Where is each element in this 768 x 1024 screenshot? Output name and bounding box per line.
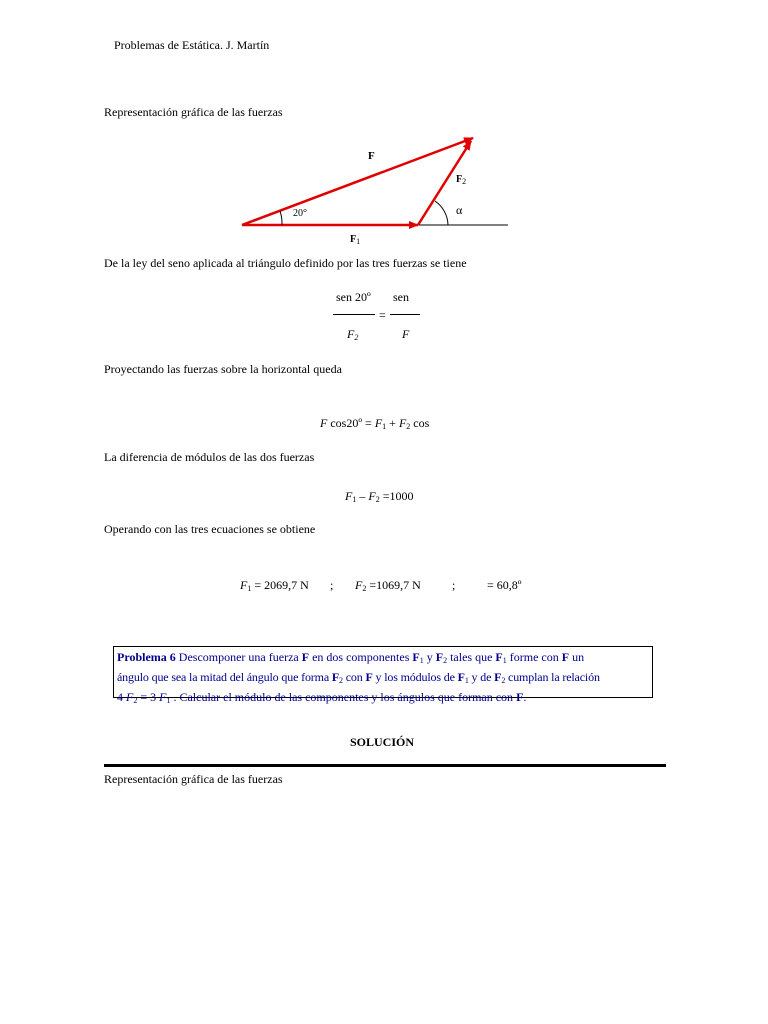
paragraph-proyectando: Proyectando las fuerzas sobre la horizontal queda	[104, 362, 342, 376]
result-sep-2: ;	[452, 578, 456, 592]
result-f1: $F_1 = 2069,7$ N	[240, 578, 309, 593]
paragraph-ley-seno: De la ley del seno aplicada al triángulo definido por las tres fuerzas se tiene	[104, 256, 467, 270]
force-diagram	[230, 125, 520, 250]
label-alpha: α	[456, 203, 463, 217]
page-header: Problemas de Estática. J. Martín	[114, 38, 270, 52]
eq-seno-line-left	[333, 314, 375, 315]
eq-seno-den-right: F	[402, 327, 410, 341]
paragraph-diferencia: La diferencia de módulos de las dos fuerzas	[104, 450, 315, 464]
label-angle-20: 20°	[293, 208, 307, 219]
paragraph-operando: Operando con las tres ecuaciones se obtiene	[104, 522, 316, 536]
result-alpha: = 60,8º	[487, 578, 522, 592]
result-sep-1: ;	[330, 578, 334, 592]
solucion-rule	[104, 764, 666, 767]
vector-f	[242, 138, 473, 225]
problem-6-line-3: 4 $F_2 = 3$ $F_1$ . Calcular el módulo de las componentes y los ángulos que forman con F.	[117, 690, 527, 705]
label-f2: $F_2$	[456, 174, 467, 186]
problem-6-box	[113, 646, 653, 705]
eq-seno-num-right: sen	[393, 290, 409, 304]
problem-6-line-1: Problema 6 Descomponer una fuerza F en dos componentes $F_1$ y $F_2$ tales que $F_1$ forme con F un	[117, 650, 585, 665]
problem-6-line-2: ángulo que sea la mitad del ángulo que forma $F_2$ con F y los módulos de $F_1$ y de $F_2$ cumplan la relación	[117, 670, 600, 685]
eq-seno-den-left: $F_2$	[347, 327, 359, 342]
label-f1: $F_1$	[350, 234, 361, 246]
result-f2: $F_2 =1069,7$ N	[355, 578, 421, 593]
eq-seno-num-left: sen 20º	[336, 290, 371, 304]
section-heading-2: Representación gráfica de las fuerzas	[104, 772, 283, 786]
eq-seno-equals: =	[379, 308, 386, 322]
eq-seno-line-right	[390, 314, 420, 315]
eq-horizontal: F cos20º = $F_1 + F_2$ cos	[320, 416, 430, 431]
eq-diferencia: $F_1 - F_2 =1000$	[345, 489, 414, 504]
solucion-heading: SOLUCIÓN	[350, 735, 415, 749]
angle-alpha-arc	[435, 201, 448, 225]
angle-20-arc	[280, 211, 282, 225]
section-heading: Representación gráfica de las fuerzas	[104, 105, 283, 119]
label-f: F	[368, 150, 375, 162]
